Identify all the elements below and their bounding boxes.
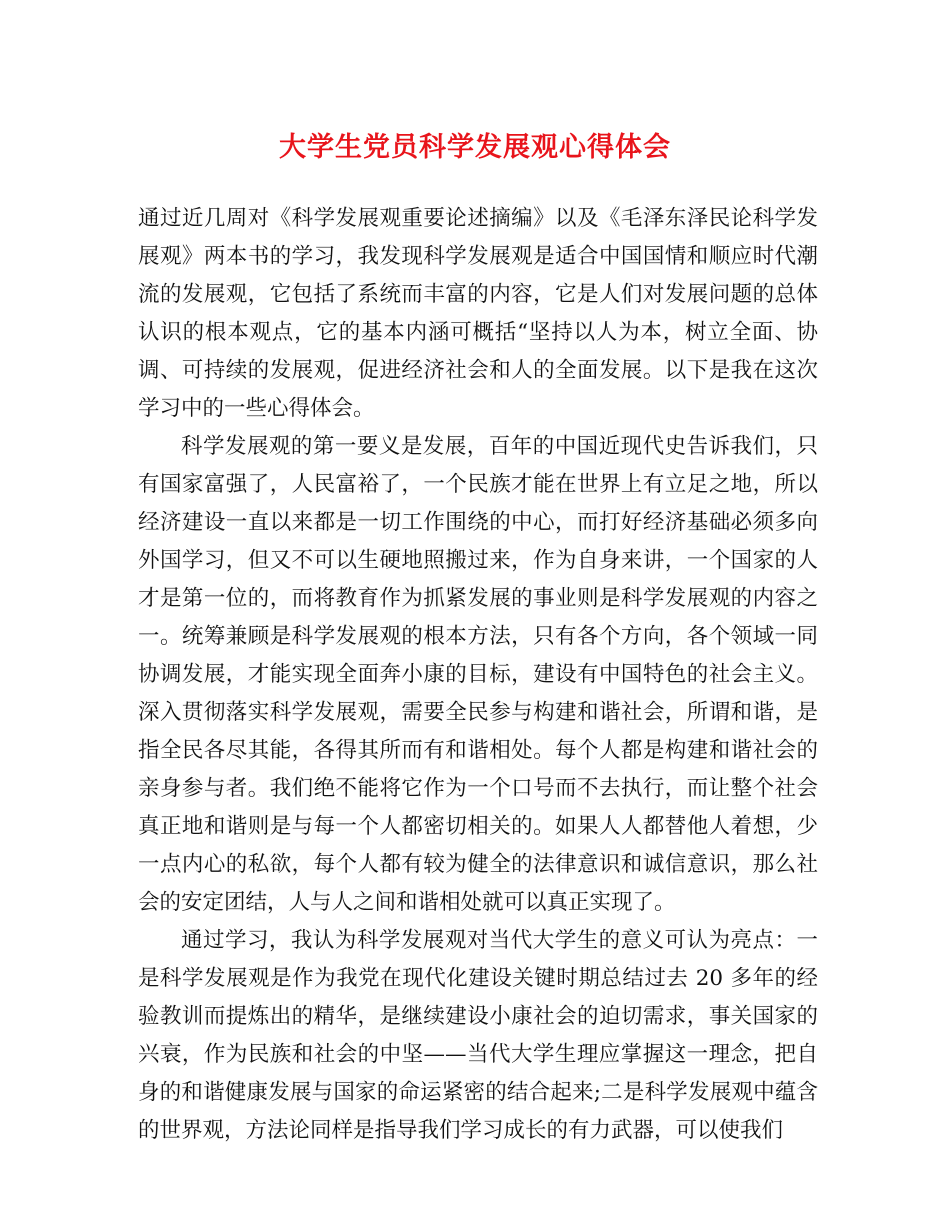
- paragraph-significance: 通过学习，我认为科学发展观对当代大学生的意义可认为亮点：一是科学发展观是作为我党在现代化建设关键时期总结过去 20 多年的经验教训而提炼出的精华，是继续建设小康社会的迫切需求，事关国家的兴衰，作为民族和社会的中坚——当代大学生理应掌握这一理念，把自身的和谐健康发展与国家的命运紧密的结合起来;二是科学发展观中蕴含的世界观，方法论同样是指导我们学习成长的有力武器，可以使我们: [138, 928, 818, 1143]
- paragraph-intro: 通过近几周对《科学发展观重要论述摘编》以及《毛泽东泽民论科学发展观》两本书的学习，我发现科学发展观是适合中国国情和顺应时代潮流的发展观，它包括了系统而丰富的内容，它是人们对发展问题的总体认识的根本观点，它的基本内涵可概括“坚持以人为本，树立全面、协调、可持续的发展观，促进经济社会和人的全面发展。以下是我在这次学习中的一些心得体会。: [138, 206, 818, 421]
- document-body: [138, 200, 818, 1150]
- document-title: 大学生党员科学发展观心得体会: [279, 132, 671, 163]
- paragraph-first-requirement: 科学发展观的第一要义是发展，百年的中国近现代史告诉我们，只有国家富强了，人民富裕了，一个民族才能在世界上有立足之地，所以经济建设一直以来都是一切工作围绕的中心，而打好经济基础必须多向外国学习，但又不可以生硬地照搬过来，作为自身来讲，一个国家的人才是第一位的，而将教育作为抓紧发展的事业则是科学发展观的内容之一。统筹兼顾是科学发展观的根本方法，只有各个方向，各个领域一同协调发展，才能实现全面奔小康的目标，建设有中国特色的社会主义。深入贯彻落实科学发展观，需要全民参与构建和谐社会，所谓和谐，是指全民各尽其能，各得其所而有和谐相处。每个人都是构建和谐社会的亲身参与者。我们绝不能将它作为一个口号而不去执行，而让整个社会真正地和谐则是与每一个人都密切相关的。如果人人都替他人着想，少一点内心的私欲，每个人都有较为健全的法律意识和诚信意识，那么社会的安定团结，人与人之间和谐相处就可以真正实现了。: [138, 434, 818, 915]
